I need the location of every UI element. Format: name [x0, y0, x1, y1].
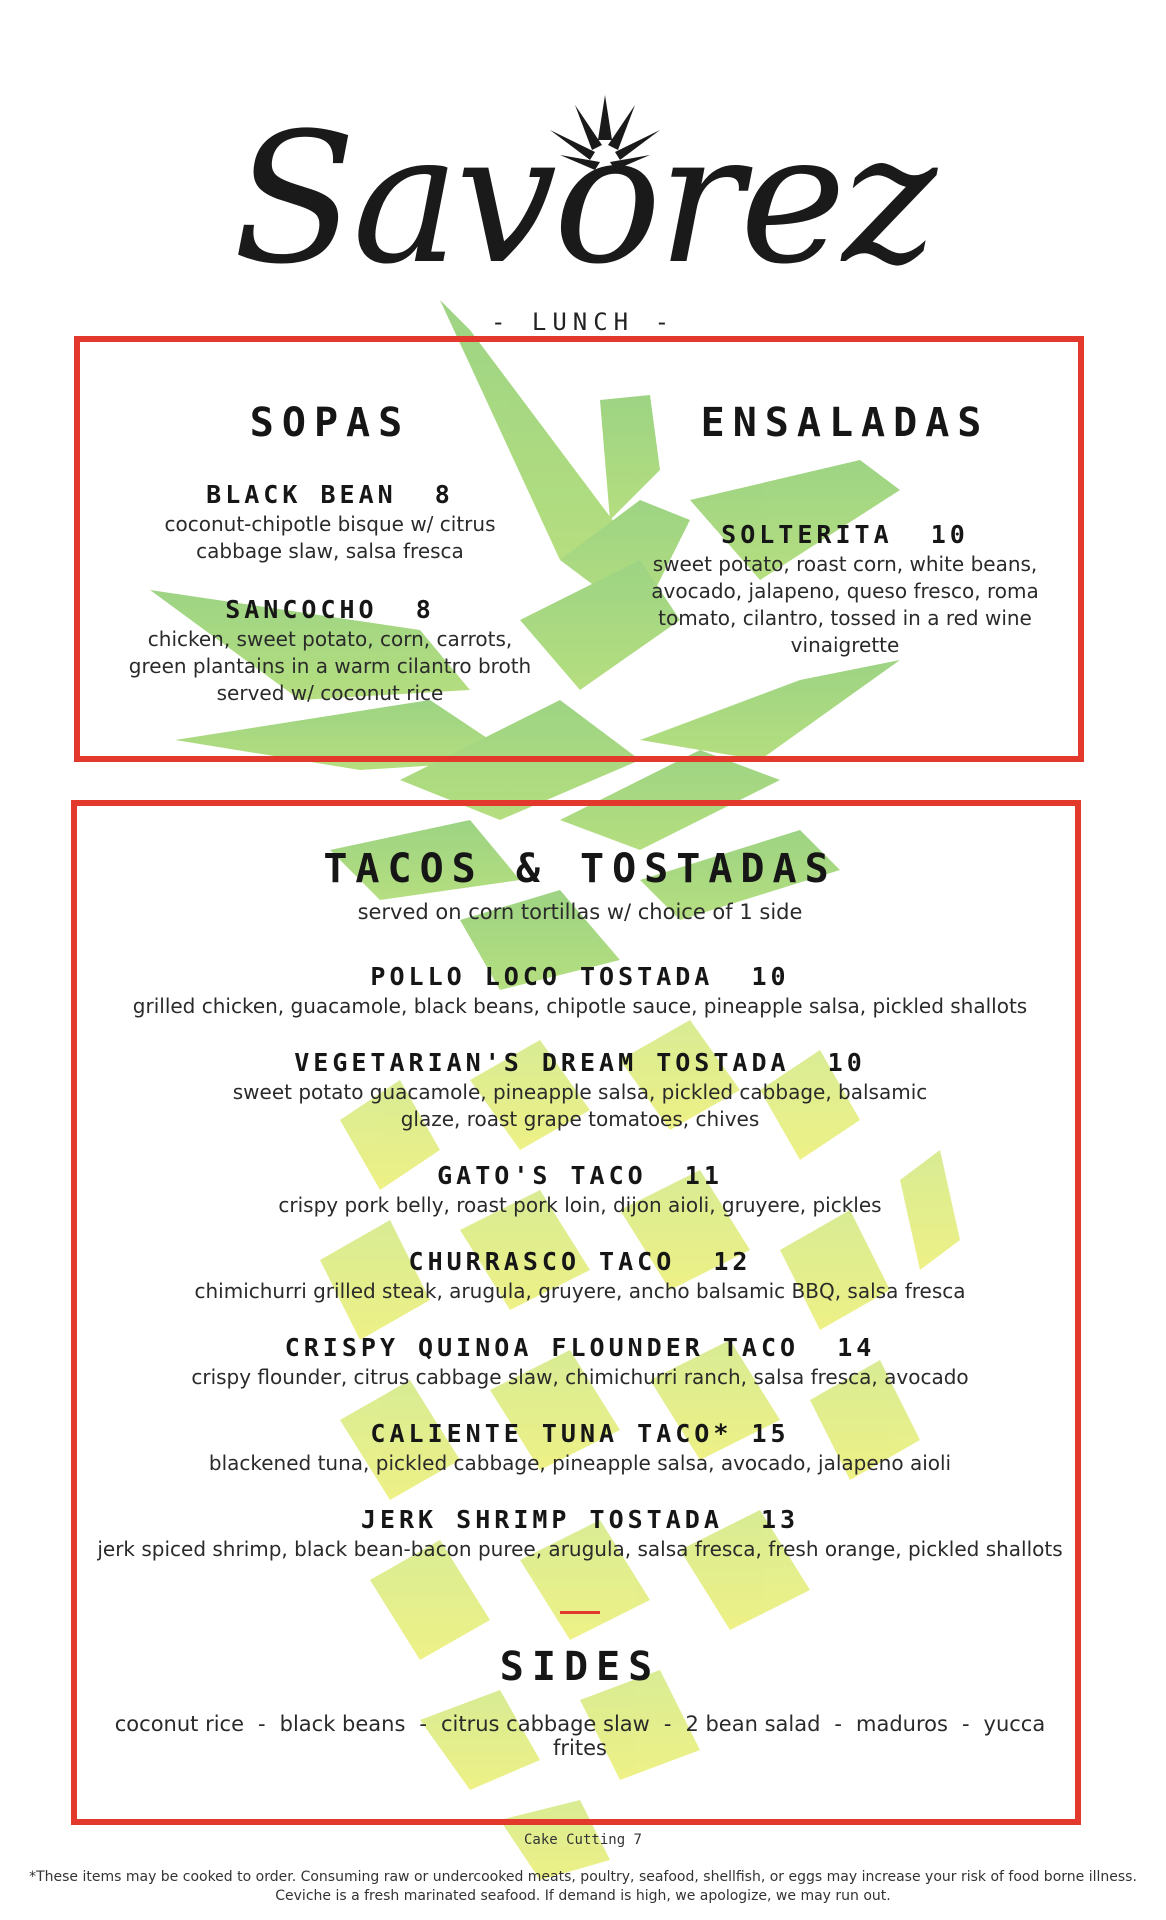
menu-subtitle: - LUNCH - — [490, 308, 676, 336]
food-safety-disclaimer — [0, 1868, 1166, 1906]
menu-item — [90, 1505, 1070, 1563]
menu-item-description: blackened tuna, pickled cabbage, pineapple salsa, avocado, jalapeno aioli — [208, 1451, 952, 1475]
menu-item-name: CHURRASCO TACO 12 — [408, 1247, 752, 1276]
side-separator: - — [419, 1712, 427, 1736]
brand-logo-text: Savorez — [232, 95, 934, 304]
menu-item — [120, 595, 540, 707]
disclaimer-line: *These items may be cooked to order. Consuming raw or undercooked meats, poultry, seafood, shellfish, or eggs may increase your risk of food borne illness. — [29, 1869, 1137, 1885]
section-divider — [560, 1611, 600, 1614]
menu-item-name: POLLO LOCO TOSTADA 10 — [370, 962, 790, 991]
side-item: 2 bean salad — [685, 1712, 821, 1736]
side-separator: - — [258, 1712, 266, 1736]
side-item: yucca frites — [553, 1712, 1046, 1760]
section-title-sopas: SOPAS — [249, 400, 411, 446]
menu-item-description: coconut-chipotle bisque w/ citrus cabbage slaw, salsa fresca — [164, 512, 496, 563]
side-item: black beans — [279, 1712, 406, 1736]
section-title-ensaladas: ENSALADAS — [700, 400, 990, 446]
section-subtitle-tacos: served on corn tortillas w/ choice of 1 side — [357, 900, 803, 924]
side-separator: - — [663, 1712, 672, 1736]
menu-item — [120, 480, 540, 565]
ensaladas-section — [640, 400, 1050, 659]
menu-item-description: sweet potato, roast corn, white beans, avocado, jalapeno, queso fresco, roma tomato, cilantro, tossed in a red wine vinaigrette — [651, 552, 1039, 657]
menu-header — [0, 40, 1166, 336]
disclaimer-line: Ceviche is a fresh marinated seafood. If demand is high, we apologize, we may run out. — [275, 1888, 891, 1904]
menu-item-name: GATO'S TACO 11 — [437, 1161, 723, 1190]
menu-item-description: crispy pork belly, roast pork loin, dijon aioli, gruyere, pickles — [278, 1193, 882, 1217]
section-title-tacos: TACOS & TOSTADAS — [323, 846, 837, 892]
menu-item — [90, 962, 1070, 1020]
menu-item-description: chimichurri grilled steak, arugula, gruyere, ancho balsamic BBQ, salsa fresca — [194, 1279, 966, 1303]
menu-item-description: chicken, sweet potato, corn, carrots, green plantains in a warm cilantro broth served w/ coconut rice — [128, 627, 532, 705]
menu-item — [90, 1048, 1070, 1133]
menu-item-description: crispy flounder, citrus cabbage slaw, chimichurri ranch, salsa fresca, avocado — [191, 1365, 969, 1389]
menu-item — [90, 1161, 1070, 1219]
menu-item-name: JERK SHRIMP TOSTADA 13 — [360, 1505, 800, 1534]
menu-item-name: CALIENTE TUNA TACO* 15 — [370, 1419, 790, 1448]
menu-item-name: SOLTERITA 10 — [721, 520, 969, 549]
menu-item — [640, 520, 1050, 659]
tacos-section — [90, 846, 1070, 1760]
side-separator: - — [961, 1712, 970, 1736]
cake-cutting-fee: Cake Cutting 7 — [523, 1832, 642, 1848]
side-item: coconut rice — [114, 1712, 245, 1736]
sopas-section — [120, 400, 540, 707]
menu-item-description: sweet potato guacamole, pineapple salsa, pickled cabbage, balsamic glaze, roast grape tomatoes, chives — [232, 1080, 928, 1131]
menu-item — [90, 1333, 1070, 1391]
side-item: citrus cabbage slaw — [440, 1712, 650, 1736]
section-title-sides: SIDES — [499, 1644, 661, 1690]
menu-item — [90, 1419, 1070, 1477]
menu-item-description: grilled chicken, guacamole, black beans, chipotle sauce, pineapple salsa, pickled shallots — [132, 994, 1028, 1018]
side-separator: - — [834, 1712, 842, 1736]
menu-item-name: BLACK BEAN 8 — [206, 480, 454, 509]
menu-item — [90, 1247, 1070, 1305]
menu-item-name: CRISPY QUINOA FLOUNDER TACO 14 — [284, 1333, 876, 1362]
menu-item-name: SANCOCHO 8 — [225, 595, 435, 624]
menu-item-name: VEGETARIAN'S DREAM TOSTADA 10 — [294, 1048, 866, 1077]
sides-list — [90, 1712, 1070, 1760]
menu-item-description: jerk spiced shrimp, black bean-bacon puree, arugula, salsa fresca, fresh orange, pickled shallots — [97, 1537, 1063, 1561]
side-item: maduros — [856, 1712, 948, 1736]
